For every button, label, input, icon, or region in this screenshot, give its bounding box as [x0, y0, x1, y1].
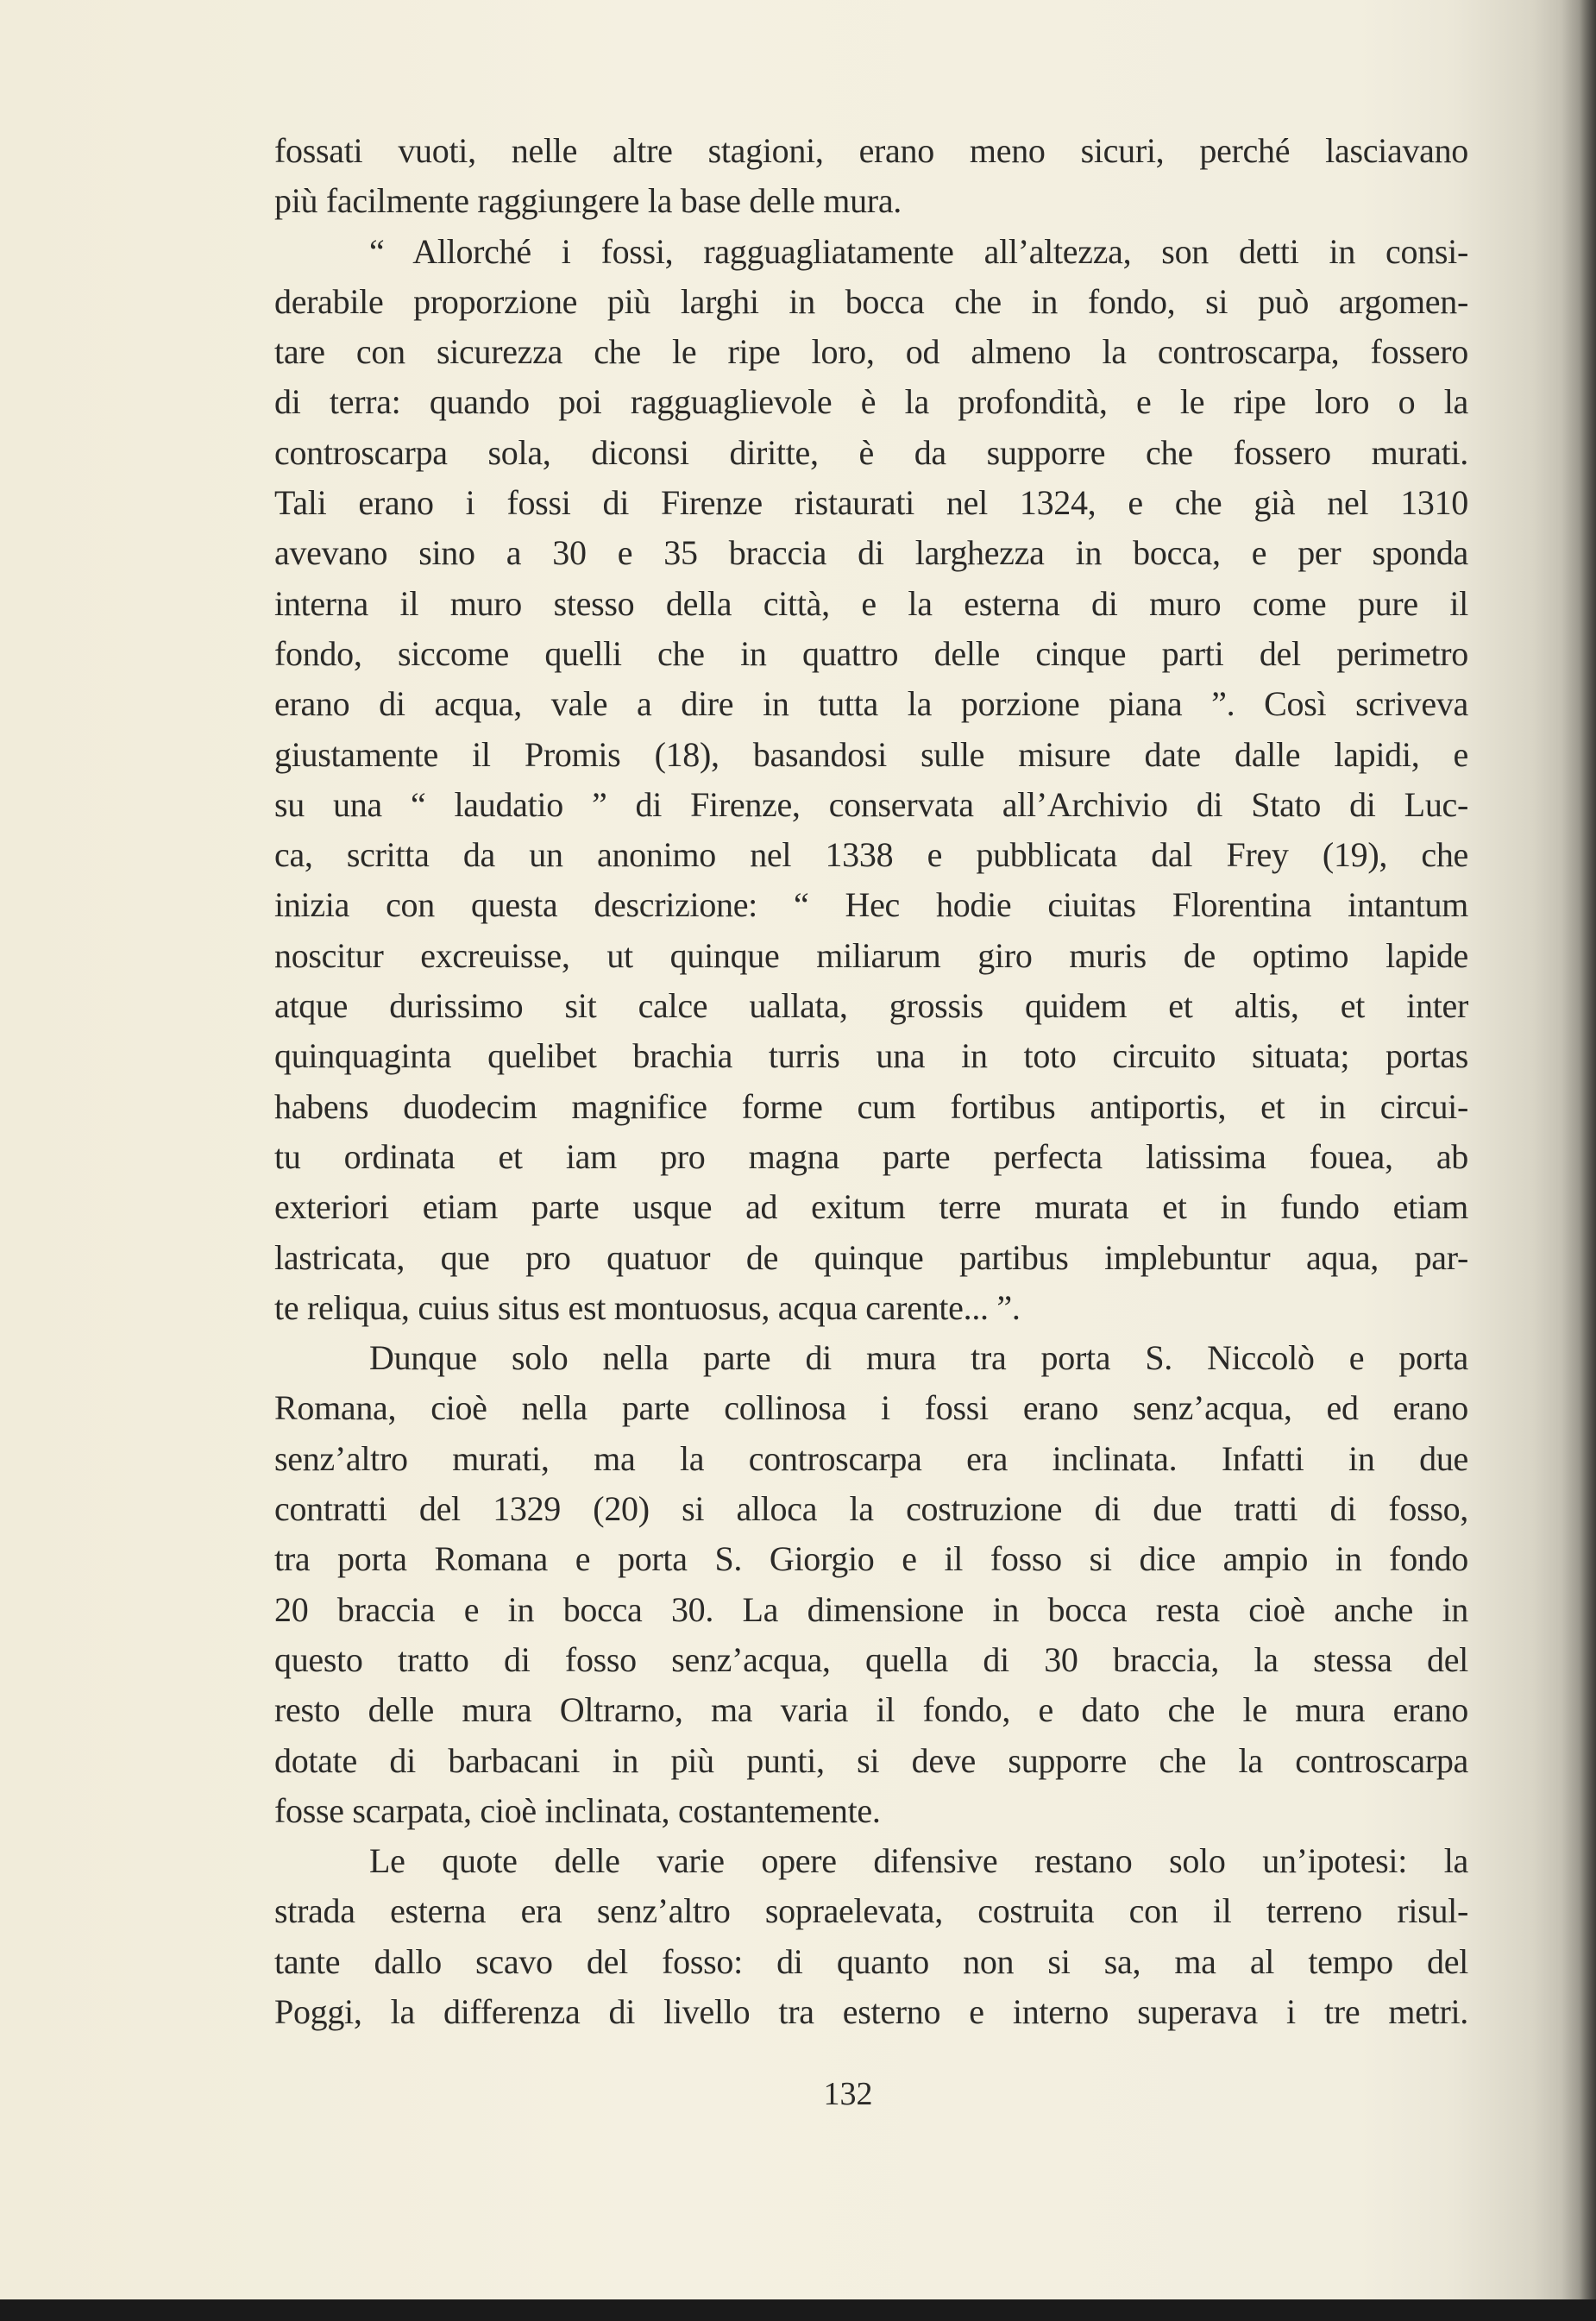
text-line: controscarpa sola, diconsi diritte, è da supporre che fossero murati. [274, 432, 1468, 472]
text-line: 20 braccia e in bocca 30. La dimensione in bocca resta cioè anche in [274, 1589, 1468, 1629]
text-line: erano di acqua, vale a dire in tutta la porzione piana ”. Così scriveva [274, 684, 1468, 724]
text-line: dotate di barbacani in più punti, si deve supporre che la controscarpa [274, 1740, 1468, 1780]
text-line: interna il muro stesso della città, e la esterna di muro come pure il [274, 583, 1468, 623]
text-line: atque durissimo sit calce uallata, grossis quidem et altis, et inter [274, 986, 1468, 1026]
text-line: Dunque solo nella parte di mura tra porta S. Niccolò e porta [369, 1338, 1468, 1378]
paragraph [274, 1836, 1468, 2037]
text-line: Tali erano i fossi di Firenze ristaurati nel 1324, e che già nel 1310 [274, 483, 1468, 523]
text-line: tare con sicurezza che le ripe loro, od almeno la controscarpa, fossero [274, 332, 1468, 372]
page-edge-shadow [1561, 0, 1596, 2299]
text-line: tante dallo scavo del fosso: di quanto non si sa, ma al tempo del [274, 1941, 1468, 1981]
paragraph [274, 227, 1468, 1334]
text-line: contratti del 1329 (20) si alloca la costruzione di due tratti di fosso, [274, 1489, 1468, 1529]
text-line: habens duodecim magnifice forme cum fortibus antiportis, et in circui- [274, 1086, 1468, 1126]
text-line: fondo, siccome quelli che in quattro delle cinque parti del perimetro [274, 633, 1468, 673]
page-number: 132 [823, 2076, 873, 2112]
text-line: più facilmente raggiungere la base delle mura. [274, 181, 902, 221]
text-line: di terra: quando poi ragguaglievole è la profondità, e le ripe loro o la [274, 382, 1468, 422]
text-line: lastricata, que pro quatuor de quinque partibus implebuntur aqua, par- [274, 1237, 1468, 1277]
text-line: questo tratto di fosso senz’acqua, quella di 30 braccia, la stessa del [274, 1639, 1468, 1679]
paragraph [274, 1333, 1468, 1836]
text-line: ca, scritta da un anonimo nel 1338 e pubblicata dal Frey (19), che [274, 835, 1468, 875]
text-line: Poggi, la differenza di livello tra esterno e interno superava i tre metri. [274, 1991, 1468, 2031]
paragraph [274, 126, 1468, 227]
text-line: quinquaginta quelibet brachia turris una in toto circuito situata; portas [274, 1036, 1468, 1076]
text-line: noscitur excreuisse, ut quinque miliarum giro muris de optimo lapide [274, 935, 1468, 975]
text-line: te reliqua, cuius situs est montuosus, acqua carente... ”. [274, 1287, 1021, 1327]
text-line: resto delle mura Oltrarno, ma varia il fondo, e dato che le mura erano [274, 1690, 1468, 1730]
text-line: fosse scarpata, cioè inclinata, costantemente. [274, 1790, 881, 1830]
text-line: derabile proporzione più larghi in bocca che in fondo, si può argomen- [274, 281, 1468, 321]
text-line: senz’altro murati, ma la controscarpa era inclinata. Infatti in due [274, 1438, 1468, 1478]
text-line: giustamente il Promis (18), basandosi sulle misure date dalle lapidi, e [274, 734, 1468, 774]
text-line: tra porta Romana e porta S. Giorgio e il fosso si dice ampio in fondo [274, 1539, 1468, 1579]
text-line: inizia con questa descrizione: “ Hec hodie ciuitas Florentina intantum [274, 885, 1468, 925]
text-line: exteriori etiam parte usque ad exitum terre murata et in fundo etiam [274, 1187, 1468, 1227]
text-line: tu ordinata et iam pro magna parte perfecta latissima fouea, ab [274, 1136, 1468, 1176]
text-line: Le quote delle varie opere difensive restano solo un’ipotesi: la [369, 1841, 1468, 1881]
text-line: “ Allorché i fossi, ragguagliatamente all’altezza, son detti in consi- [369, 231, 1468, 271]
body-text [274, 126, 1468, 2037]
text-line: strada esterna era senz’altro sopraelevata, costruita con il terreno risul- [274, 1891, 1468, 1931]
text-line: fossati vuoti, nelle altre stagioni, erano meno sicuri, perché lasciavano [274, 131, 1468, 170]
text-line: Romana, cioè nella parte collinosa i fossi erano senz’acqua, ed erano [274, 1388, 1468, 1428]
text-line: su una “ laudatio ” di Firenze, conservata all’Archivio di Stato di Luc- [274, 784, 1468, 824]
text-line: avevano sino a 30 e 35 braccia di larghezza in bocca, e per sponda [274, 533, 1468, 573]
